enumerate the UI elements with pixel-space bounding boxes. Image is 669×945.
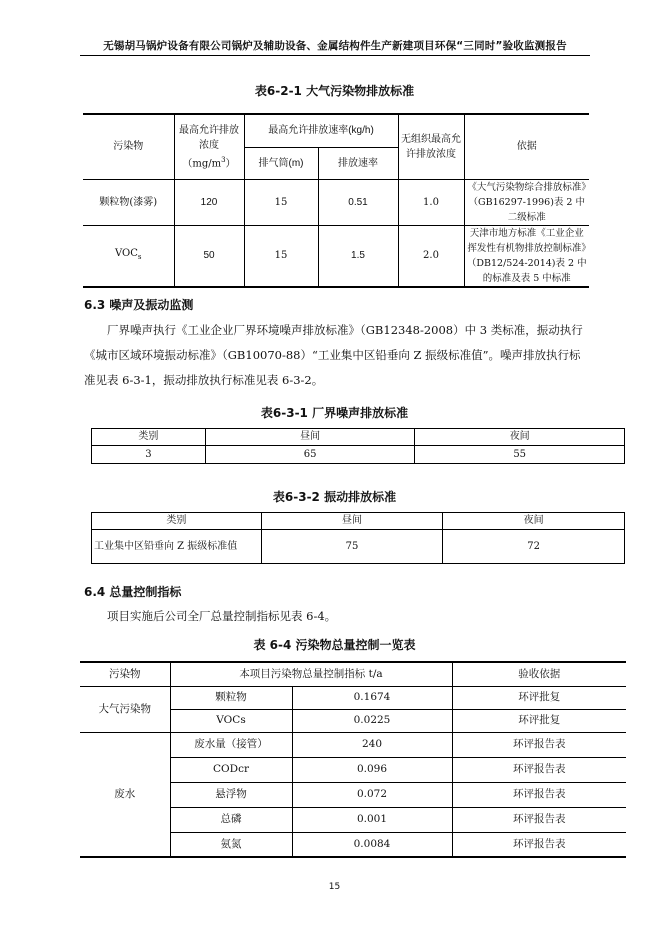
table-row bbox=[92, 530, 625, 564]
header-nighttime: 夜间 bbox=[415, 429, 625, 446]
section-6-4-paragraph: 项目实施后公司全厂总量控制指标见表 6-4。 bbox=[107, 609, 337, 623]
header-category: 类别 bbox=[92, 513, 262, 530]
cell-stack: 15 bbox=[244, 225, 318, 287]
table-6-4-caption: 表 6-4 污染物总量控制一览表 bbox=[253, 638, 416, 652]
vibration-standard-table bbox=[91, 512, 625, 564]
table-row bbox=[92, 446, 625, 464]
header-control-index: 本项目污染物总量控制指标 t/a bbox=[170, 662, 452, 686]
cell-concentration: 120 bbox=[174, 179, 244, 225]
cell-value: 240 bbox=[292, 732, 452, 757]
cell-unorganized: 1.0 bbox=[398, 179, 464, 225]
cell-item: 氨氮 bbox=[170, 832, 292, 857]
report-header: 无锡胡马锅炉设备有限公司锅炉及辅助设备、金属结构件生产新建项目环保“三同时”验收监测报告 bbox=[103, 40, 567, 52]
section-6-3-title: 6.3 噪声及振动监测 bbox=[84, 298, 194, 312]
table-row bbox=[83, 225, 589, 287]
cell-item: 悬浮物 bbox=[170, 782, 292, 807]
cell-item: VOCs bbox=[170, 709, 292, 732]
cell-item: 总磷 bbox=[170, 807, 292, 832]
air-pollutant-standard-table bbox=[83, 113, 589, 288]
cell-value: 0.096 bbox=[292, 757, 452, 782]
cell-basis: 环评报告表 bbox=[452, 832, 626, 857]
cell-rate: 0.51 bbox=[318, 179, 398, 225]
cell-basis: 环评报告表 bbox=[452, 757, 626, 782]
cell-nighttime: 55 bbox=[415, 446, 625, 464]
cell-basis: 环评报告表 bbox=[452, 807, 626, 832]
table-row bbox=[83, 179, 589, 225]
header-daytime: 昼间 bbox=[205, 429, 415, 446]
table-6-2-1-caption: 表6-2-1 大气污染物排放标准 bbox=[254, 84, 415, 98]
cell-value: 0.0084 bbox=[292, 832, 452, 857]
cell-item: 废水量（接管） bbox=[170, 732, 292, 757]
cell-value: 0.072 bbox=[292, 782, 452, 807]
cell-concentration: 50 bbox=[174, 225, 244, 287]
total-control-table bbox=[80, 661, 626, 858]
cell-category: 工业集中区铅垂向 Z 振级标准值 bbox=[92, 530, 262, 564]
header-max-rate: 最高允许排放速率(kg/h) bbox=[244, 114, 398, 147]
header-daytime: 昼间 bbox=[261, 513, 443, 530]
table-row bbox=[80, 732, 626, 757]
cell-basis: 环评报告表 bbox=[452, 782, 626, 807]
cell-pollutant: 颗粒物(漆雾) bbox=[83, 179, 174, 225]
cell-basis: 环评报告表 bbox=[452, 732, 626, 757]
header-max-concentration: 最高允许排放浓度 $(mg/m^3)$ bbox=[174, 114, 244, 179]
header-emission-rate: 排放速率 bbox=[318, 147, 398, 179]
header-category: 类别 bbox=[92, 429, 206, 446]
section-6-4-title: 6.4 总量控制指标 bbox=[84, 585, 182, 599]
cell-basis: 环评批复 bbox=[452, 709, 626, 732]
cell-basis: 天津市地方标准《工业企业挥发性有机物排放控制标准》（DB12/524-2014)表 2 中的标准及表 5 中标准 bbox=[464, 225, 589, 287]
page-number: 15 bbox=[328, 882, 341, 892]
cell-value: 0.001 bbox=[292, 807, 452, 832]
group-air-pollutants: 大气污染物 bbox=[80, 686, 170, 732]
header-pollutant: 污染物 bbox=[80, 662, 170, 686]
table-6-3-2-caption: 表6-3-2 振动排放标准 bbox=[272, 490, 397, 504]
header-unorganized-concentration: 无组织最高允许排放浓度 bbox=[398, 114, 464, 179]
cell-unorganized: 2.0 bbox=[398, 225, 464, 287]
cell-stack: 15 bbox=[244, 179, 318, 225]
header-acceptance-basis: 验收依据 bbox=[452, 662, 626, 686]
noise-standard-table bbox=[91, 428, 625, 464]
cell-item: CODcr bbox=[170, 757, 292, 782]
cell-rate: 1.5 bbox=[318, 225, 398, 287]
header-basis: 依据 bbox=[464, 114, 589, 179]
header-stack-height: 排气筒(m) bbox=[244, 147, 318, 179]
cell-value: 0.1674 bbox=[292, 686, 452, 709]
header-nighttime: 夜间 bbox=[443, 513, 625, 530]
header-divider bbox=[80, 55, 590, 56]
section-6-3-paragraph: 厂界噪声执行《工业企业厂界环境噪声排放标准》（GB12348-2008）中 3 类标准，振动执行《城市区域环境振动标准》（GB10070-88）“工业集中区铅垂向 Z 振级标准值”。噪声排放执行标准见表 6-3-1，振动排放执行标准见表 6-3-2。 bbox=[84, 323, 583, 387]
cell-basis: 《大气污染物综合排放标准》（GB16297-1996)表 2 中二级标准 bbox=[464, 179, 589, 225]
cell-daytime: 65 bbox=[205, 446, 415, 464]
cell-nighttime: 72 bbox=[443, 530, 625, 564]
group-wastewater: 废水 bbox=[80, 732, 170, 857]
cell-daytime: 75 bbox=[261, 530, 443, 564]
cell-basis: 环评批复 bbox=[452, 686, 626, 709]
header-pollutant: 污染物 bbox=[83, 114, 174, 179]
cell-pollutant: $VOC_s$ bbox=[83, 225, 174, 287]
cell-value: 0.0225 bbox=[292, 709, 452, 732]
table-6-3-1-caption: 表6-3-1 厂界噪声排放标准 bbox=[260, 406, 409, 420]
cell-item: 颗粒物 bbox=[170, 686, 292, 709]
cell-category: 3 bbox=[92, 446, 206, 464]
table-row bbox=[80, 686, 626, 709]
